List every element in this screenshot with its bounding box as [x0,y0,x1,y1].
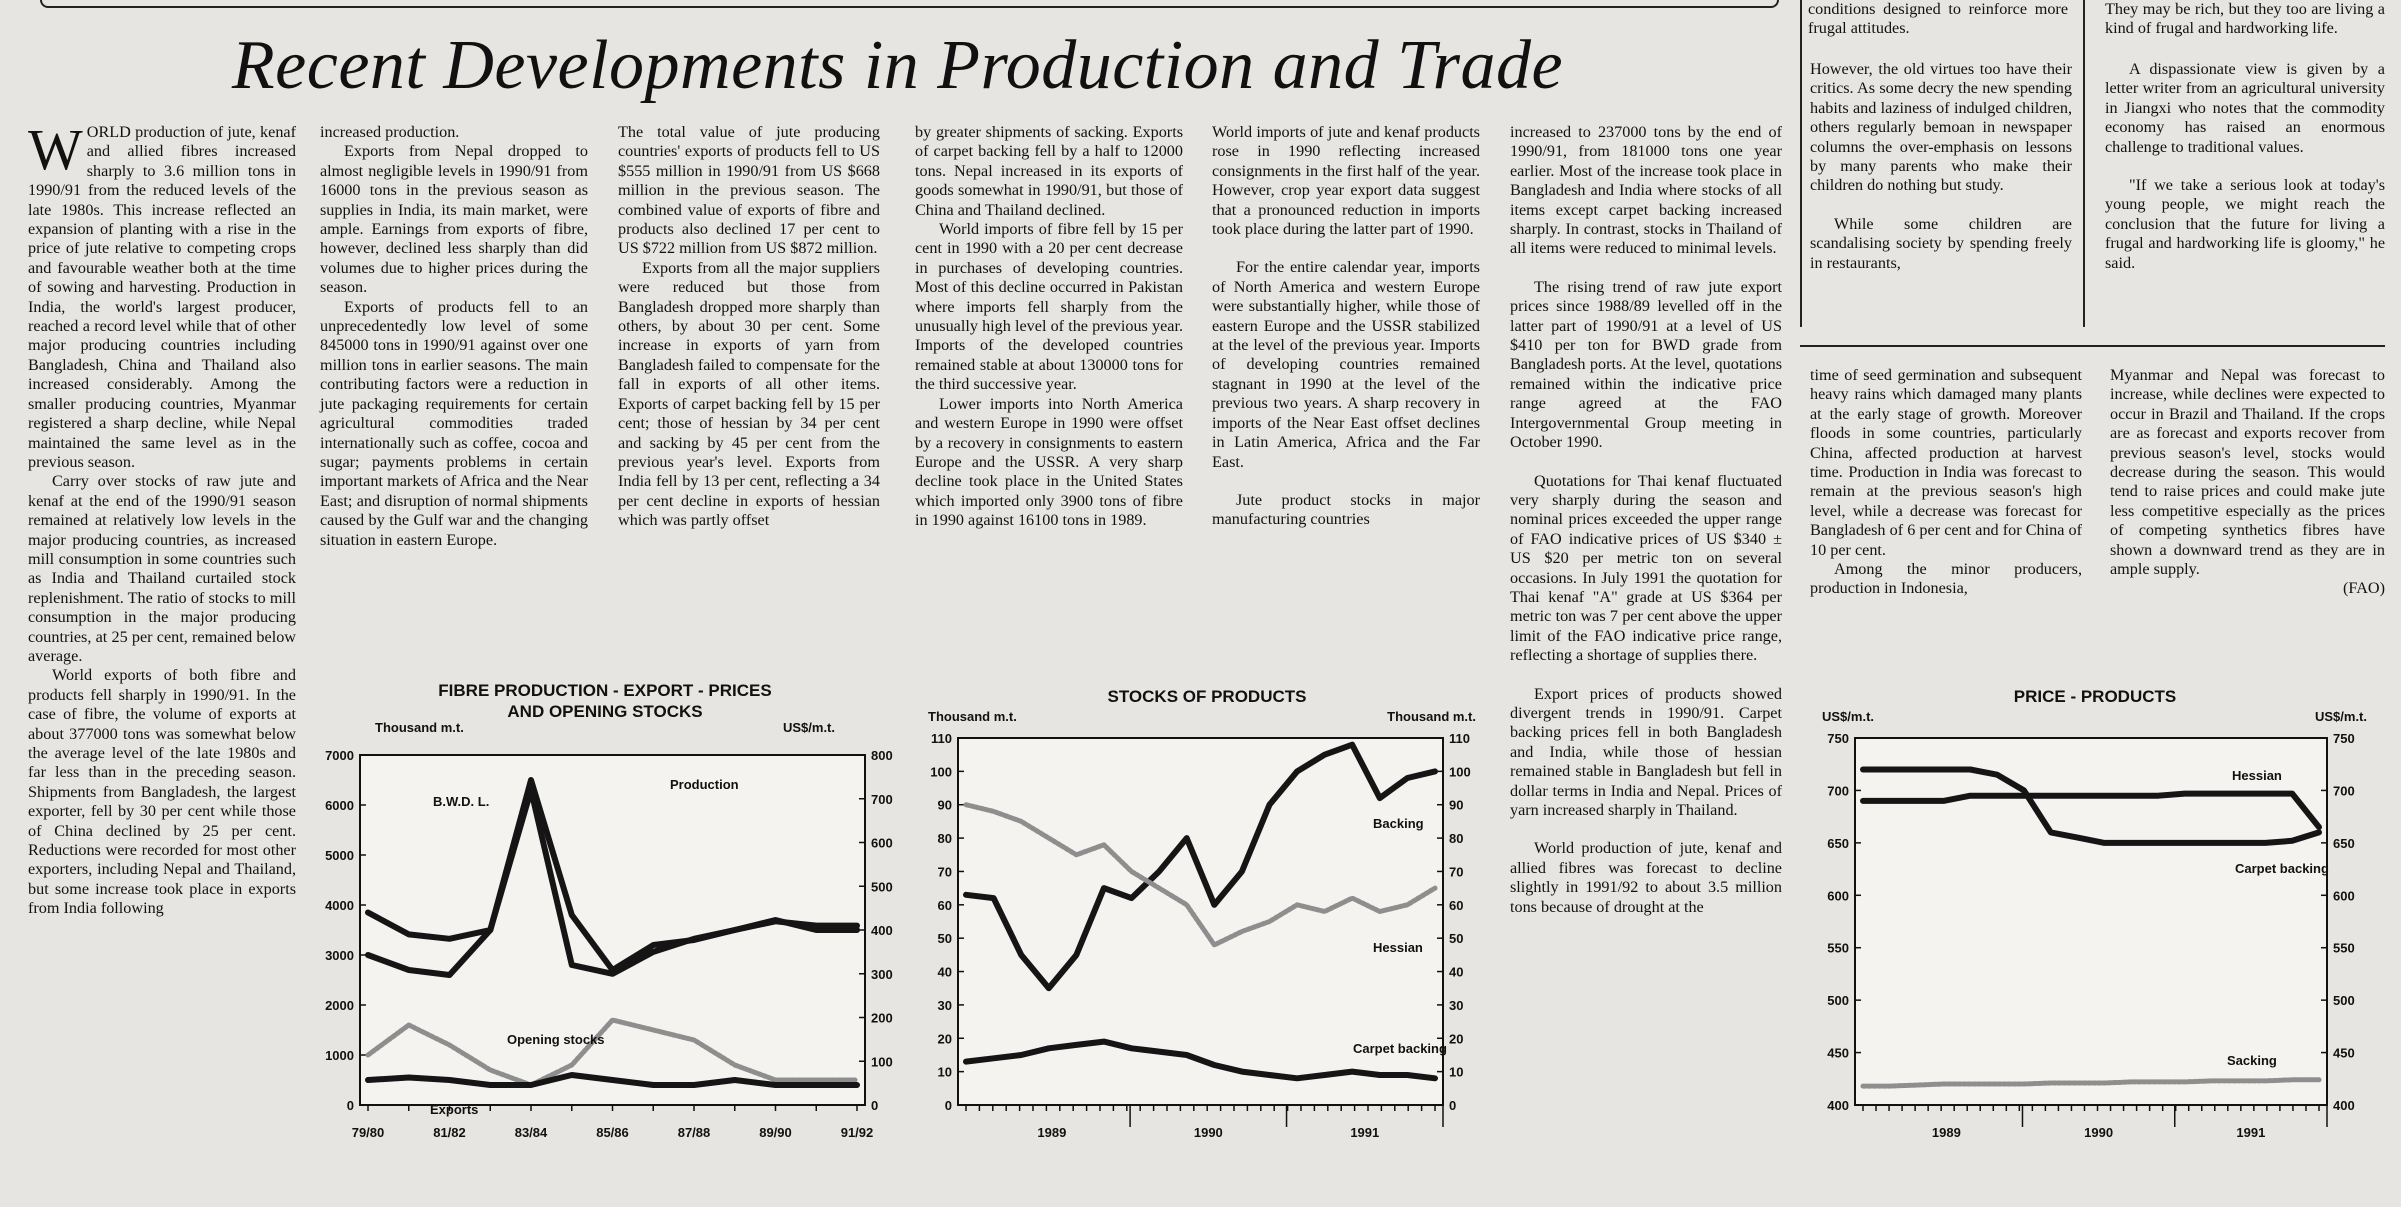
y-tick-label: 2000 [325,998,354,1013]
column-rule [2083,0,2085,327]
y-tick-label: 60 [937,897,952,913]
article-paragraph: increased production. [320,123,460,141]
y2-tick-label: 600 [2333,888,2355,904]
y-tick-label: 3000 [325,948,354,963]
y-tick-label: 10 [937,1064,952,1080]
fibre-production-chart [315,680,895,1170]
top-strip-right: They may be rich, but they too are living a kind of frugal and hardworking life. [2105,0,2385,38]
chart-title: PRICE - PRODUCTS [2013,687,2177,706]
y2-tick-label: 750 [2333,731,2355,746]
y-tick-label: 90 [937,797,952,813]
x-tick-label: 81/82 [433,1125,466,1140]
article-paragraph [28,117,296,472]
series-label: Carpet backing [1353,1041,1447,1056]
article-paragraph: Exports from Nepal dropped to almost negligible levels in 1990/91 from 16000 tons in the previous season as supplies in India, its main market, were ample. Earnings from exports of fibre, however, declined less sharply than did volumes due to higher prices during the season. [320,142,588,297]
y2-tick-label: 400 [2333,1098,2355,1113]
series-label: Exports [430,1102,479,1117]
article-paragraph: Exports of products fell to an unprecedentedly low level of some 845000 tons in 1990/91 against over one million tons in earlier seasons. The main contributing factors were a reduction in jute packaging requirements for certain agricultural commodities traded internationally such as coffee, cocoa and sugar; payments problems in certain important markets of Africa and the Near East; and disruption of normal shipments caused by the Gulf war and the changing situation in eastern Europe. [320,297,588,549]
article-col-4 [915,123,1183,658]
y2-tick-label: 100 [1449,764,1471,780]
y2-axis-label: US$/m.t. [2314,709,2367,724]
section-rule [1800,345,2385,347]
series-label: Backing [1373,816,1424,831]
article-paragraph: World production of jute, kenaf and allied fibres was forecast to decline slightly in 1991/92 to about 3.5 million tons because of drought at the [1510,839,1782,916]
article-paragraph: Myanmar and Nepal was forecast to increase, while declines were expected to occur in Brazil and Thailand. If the crops are as forecast and exports recover from previous season's level, stocks would decrease during the season. This would tend to raise prices and could make jute less competitive especially as the prices of competing synthetics fibres have shown a downward trend as they are in ample supply. [2110,366,2385,579]
y2-tick-label: 60 [1449,897,1464,913]
series-label: Production [670,777,739,792]
article-paragraph: The total value of jute producing countries' exports of products fell to US $555 million in 1990/91 from US $668 million in the previous season. The combined value of exports of fibre and products also declined 17 per cent to US $722 million from US $872 million. [618,123,880,258]
y2-tick-label: 80 [1449,831,1464,847]
article-col-10 [2110,366,2385,656]
article-paragraph: A dispassionate view is given by a letter writer from an agricultural university in Jiangxi who notes that the commodity economy has raised an enormous challenge to traditional values. [2105,60,2385,156]
article-col-8 [2105,60,2385,335]
y-tick-label: 100 [930,764,952,780]
x-tick-label: 85/86 [596,1125,629,1140]
article-paragraph: However, the old virtues too have their critics. As some decry the new spending habits and laziness of indulged children, others regularly bemoan in newspaper columns the over-emphasis on lessons by many parents who make their children do nothing but study. [1810,60,2072,195]
y2-tick-label: 90 [1449,797,1464,813]
price-products-plot [1805,680,2385,1170]
y-tick-label: 6000 [325,798,354,813]
y2-tick-label: 500 [2333,993,2355,1009]
y2-tick-label: 500 [871,879,893,895]
article-paragraph: by greater shipments of sacking. Exports of carpet backing fell by a half to 12000 tons. Nepal increased in its exports of goods somewhat in 1990/91, but those of China and Thailand declined. [915,123,1183,219]
stocks-of-products-plot [918,680,1496,1170]
y2-tick-label: 700 [2333,783,2355,799]
y-tick-label: 70 [937,864,952,880]
series-label: B.W.D. L. [433,794,490,809]
article-paragraph: Carry over stocks of raw jute and kenaf at the end of the 1990/91 season remained at relatively low levels in the major producing countries, as increased mill consumption in some countries such as India and Thailand curtailed stock replenishment. The ratio of stocks to mill consumption in the major producing countries, at 25 per cent, remained below average. [28,472,296,665]
article-paragraph: Quotations for Thai kenaf fluctuated very sharply during the season and nominal prices exceeded the upper range of FAO indicative prices of US $340 ± US $20 per metric ton on several occasions. In July 1991 the quotation for Thai kenaf "A" grade at US $364 per metric ton was 7 per cent above the upper limit of the FAO indicative price range, reflecting a shortage of supplies there. [1510,471,1782,665]
article-paragraph: time of seed germination and subsequent heavy rains which damaged many plants at the early stage of growth. Moreover floods in some countries, particularly China, affected production at harvest time. Production in India was forecast to remain at the previous season's high level, while a decrease was forecast for Bangladesh of 6 per cent and for China of 10 per cent. [1810,366,2082,559]
y2-tick-label: 300 [871,966,893,982]
y-tick-label: 0 [944,1098,952,1113]
y2-tick-label: 550 [2333,940,2355,956]
y-tick-label: 110 [931,731,952,746]
y2-tick-label: 0 [871,1098,879,1113]
y2-tick-label: 110 [1449,731,1470,746]
x-tick-label: 1991 [1350,1125,1380,1140]
y-tick-label: 450 [1827,1045,1849,1061]
y2-tick-label: 30 [1449,997,1464,1013]
article-paragraph: Exports from all the major suppliers were reduced but those from Bangladesh dropped more sharply than others, by about 30 per cent. Some increase in exports of yarn from Bangladesh failed to compensate for the fall in exports of all other items. Exports of carpet backing fell by 15 per cent; those of hessian by 34 per cent and sacking by 45 per cent from the previous year's level. Exports from India fell by 13 per cent, reflecting a 34 per cent decline in exports of hessian which was partly offset [618,258,880,530]
y2-tick-label: 800 [871,748,893,763]
series-label: Hessian [2232,768,2282,783]
article-col-3 [618,123,880,658]
chart-title: STOCKS OF PRODUCTS [1107,687,1307,706]
article-paragraph: Jute product stocks in major manufacturing countries [1212,490,1480,529]
x-tick-label: 1989 [1037,1125,1067,1140]
x-tick-label: 91/92 [840,1125,874,1140]
x-tick-label: 89/90 [759,1125,792,1140]
article-paragraph: While some children are scandalising society by spending freely in restaurants, [1810,214,2072,272]
article-col-5 [1212,123,1480,658]
y-tick-label: 80 [937,831,952,847]
top-border [40,0,1779,8]
y2-tick-label: 200 [871,1010,893,1026]
y-axis-label: Thousand m.t. [928,709,1017,724]
y2-tick-label: 600 [871,835,893,851]
y-tick-label: 400 [1827,1098,1849,1113]
fibre-production-plot [315,680,895,1170]
y2-tick-label: 20 [1449,1031,1464,1047]
x-tick-label: 83/84 [514,1125,548,1140]
drop-cap: W [28,117,83,182]
article-paragraph: Export prices of products showed divergent trends in 1990/91. Carpet backing prices fell in both Bangladesh and India, while those of hessian remained stable in Bangladesh but fell in dollar terms in India and Nepal. Prices of yarn increased sharply in Thailand. [1510,684,1782,819]
y-axis-label: US$/m.t. [1822,709,1875,724]
y2-axis-label: US$/m.t. [782,720,835,735]
y2-tick-label: 700 [871,791,893,807]
article-paragraph: "If we take a serious look at today's young people, we might reach the conclusion that the future for living a frugal and hardworking life is gloomy," he said. [2105,176,2385,272]
y-tick-label: 700 [1827,783,1849,799]
y-tick-label: 7000 [325,748,354,763]
y-tick-label: 750 [1827,731,1849,746]
article-paragraph: World imports of fibre fell by 15 per cent in 1990 with a 20 per cent decrease in purchases of developing countries. Most of this decline occurred in Pakistan where imports fell sharply from the unusually high level of the previous year. Imports of the developed countries remained stable at about 130000 tons for the third successive year. [915,220,1183,394]
y-tick-label: 500 [1827,993,1849,1009]
headline: Recent Developments in Production and Trade [231,27,1564,104]
series-label: Opening stocks [507,1032,605,1047]
y2-tick-label: 650 [2333,835,2355,851]
article-col-1 [28,117,296,1165]
y-tick-label: 600 [1827,888,1849,904]
article-paragraph: The rising trend of raw jute export prices since 1988/89 levelled off in the latter part of 1990/91 at a level of US $410 per ton for BWD grade from Bangladesh ports. At the level, quotations remained within the indicative price range agreed at the FAO Intergovernmental Group meeting in October 1990. [1510,277,1782,452]
y2-tick-label: 50 [1449,931,1464,947]
y-tick-label: 5000 [325,848,354,863]
y2-tick-label: 70 [1449,864,1464,880]
article-paragraph: For the entire calendar year, imports of North America and western Europe were substantially higher, while those of eastern Europe and the USSR stabilized at the level of the previous year. Imports of developing countries remained stagnant in 1990 at the level of the previous two years. A sharp recovery in imports of the Near East offset declines in Latin America, Africa and the Far East. [1212,258,1480,471]
column-rule [1800,0,1802,327]
article-paragraph: Among the minor producers, production in Indonesia, [1810,560,2082,598]
y-axis-label: Thousand m.t. [375,720,464,735]
chart-title: FIBRE PRODUCTION - EXPORT - PRICES AND OPENING STOCKS [438,681,772,721]
x-tick-label: 1991 [2236,1125,2266,1140]
y-tick-label: 50 [937,931,952,947]
stocks-of-products-chart [918,680,1496,1170]
y2-axis-label: Thousand m.t. [1387,709,1476,724]
article-col-7 [1810,60,2072,335]
x-tick-label: 1989 [1931,1125,1961,1140]
article-paragraph: increased to 237000 tons by the end of 1990/91, from 181000 tons one year earlier. Most of the increase took place in Bangladesh and India where stocks of all items except carpet backing increased sharply. In contrast, stocks in Thailand of all items were reduced to minimal levels. [1510,123,1782,258]
article-paragraph: (FAO) [2343,579,2385,598]
article-col-6 [1510,123,1782,1165]
article-col-2 [320,123,588,658]
x-tick-label: 1990 [2084,1125,2114,1140]
x-tick-label: 87/88 [677,1125,711,1140]
y2-tick-label: 10 [1449,1064,1464,1080]
series-label: Carpet backing [2235,861,2329,876]
price-products-chart [1805,680,2385,1170]
y2-tick-label: 400 [871,923,893,938]
y-tick-label: 40 [937,964,952,980]
x-tick-label: 1990 [1193,1125,1223,1140]
y2-tick-label: 450 [2333,1045,2355,1061]
top-strip-left: conditions designed to reinforce more frugal attitudes. [1808,0,2068,38]
y-tick-label: 1000 [325,1048,354,1063]
y-tick-label: 4000 [325,898,354,913]
article-col-9 [1810,366,2082,656]
article-paragraph: Lower imports into North America and western Europe in 1990 were offset by a recovery in consignments to eastern Europe and the USSR. A very sharp decline took place in the United States which imported only 3900 tons of fibre in 1990 against 16100 tons in 1989. [915,394,1183,530]
y-tick-label: 20 [937,1031,952,1047]
series-label: Hessian [1373,940,1423,955]
y-tick-label: 650 [1827,835,1849,851]
series-label: Sacking [2227,1053,2277,1068]
y-tick-label: 550 [1827,940,1849,956]
article-paragraph: World exports of both fibre and products fell sharply in 1990/91. In the case of fibre, the volume of exports at about 377000 tons was somewhat below the average level of the late 1980s and far less than in the preceding season. Shipments from Bangladesh, the largest exporter, fell by 30 per cent while those of China declined by 25 per cent. Reductions were recorded for most other exporters, including Nepal and Thailand, but some increase took place in exports from India following [28,666,296,918]
y-tick-label: 0 [346,1098,354,1113]
x-tick-label: 79/80 [351,1125,385,1140]
y-tick-label: 30 [937,997,952,1013]
y2-tick-label: 100 [871,1054,893,1070]
lead-text: ORLD production of jute, kenaf and allied fibres increased sharply to 3.6 million tons in 1990/91 from the reduced levels of the late 1980s. This increase reflected an expansion of planting with a rise in the price of jute relative to competing crops and favourable weather both at the time of sowing and harvesting. Production in India, the world's largest producer, reached a record level while that of other major producing countries including Bangladesh, China and Thailand also increased considerably. Among the smaller producing countries, Myanmar registered a sharp decline, while Nepal maintained the same level as in the previous season. [28,123,296,471]
y2-tick-label: 0 [1449,1098,1457,1113]
y2-tick-label: 40 [1449,964,1464,980]
article-paragraph: World imports of jute and kenaf products rose in 1990 reflecting increased consignments in the first half of the year. However, crop year export data suggest that a pronounced reduction in imports took place during the latter part of 1990. [1212,123,1480,239]
